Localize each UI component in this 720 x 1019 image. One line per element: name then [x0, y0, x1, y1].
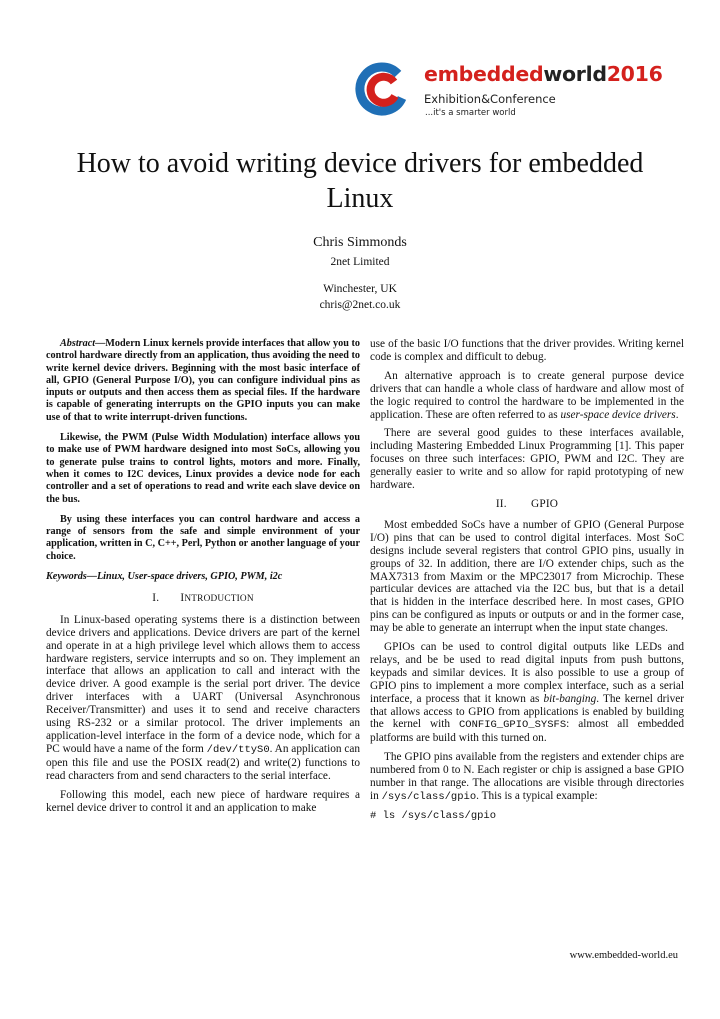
gpio-paragraph-1: Most embedded SoCs have a number of GPIO (General Purpose I/O) pins that can be used to control digital interfaces. Most SoC designs include several registers that control GPIO pins, usually in groups of 32. In addition, there are I/O extender chips, such as the MAX7313 from Maxim or the MPC23017 from Microchip. These particular devices are attached via the I2C bus, but that is a detail that is hidden in the interface described here. In most cases, GPIO pins can be configured as inputs or outputs or and in the former case, may be able to generate an interrupt when the input state changes.	[370, 518, 684, 635]
body-paragraph-continued: use of the basic I/O functions that the driver provides. Writing kernel code is complex and difficult to debug.	[370, 338, 684, 363]
intro-paragraph-1: In Linux-based operating systems there is a distinction between device drivers and applications. Device drivers are part of the kernel and operate in at a high privilege level which allows them to access hardware registers, service interrupts and so on. They implement an interface that allows an application to call and interact with the device driver. A good example is the serial port driver. The device driver interfaces with a UART (Universal Asynchronous Receiver/Transmitter) and uses it to send and receive characters using RS-232 or a similar protocol. The driver implements an application-level interface in the form of a device node, which for a PC would have a name of the form /dev/ttyS0. An application can open this file and use the POSIX read(2) and write(2) functions to read characters from and send characters to the serial interface.	[46, 613, 361, 782]
section-heading-gpio: II. GPIO	[495, 497, 559, 510]
embedded-world-logo-icon	[354, 62, 410, 118]
logo-wordmark: embeddedworld2016	[424, 62, 663, 86]
gpio-paragraph-3: The GPIO pins available from the registers and extender chips are numbered from 0 to N. Each register or chip is assigned a base GPIO number in that range. The allocations are visible through directories in /sys/class/gpio. This is a typical example:	[370, 751, 684, 803]
code-example: # ls /sys/class/gpio	[370, 809, 497, 822]
section-heading-introduction: I. INTRODUCTION	[152, 591, 254, 604]
abstract-paragraph-2: Likewise, the PWM (Pulse Width Modulation) interface allows you to make use of PWM hardware designed into most SoCs, allowing you to generate pulse trains to control lights, motors and more. Finally, when it comes to I2C devices, Linux provides a device node for each controller and a set of operations to read and write each slave device on the bus.	[46, 432, 360, 505]
author-email: chris@2net.co.uk	[319, 299, 401, 311]
author-organization: 2net Limited	[330, 256, 390, 268]
left-column	[46, 338, 360, 820]
inline-code-devttys0: /dev/ttyS0	[206, 743, 270, 756]
inline-code-sysfs-path: /sys/class/gpio	[381, 791, 477, 803]
logo-subtitle: Exhibition&Conference	[424, 92, 556, 106]
body-paragraph-guides: There are several good guides to these interfaces available, including Mastering Embedded Linux Programming [1]. This paper focuses on three such interfaces: GPIO, PWM and I2C. They are generally easier to write and so allow for rapid prototyping of new hardware.	[370, 427, 684, 492]
body-paragraph-user-space: An alternative approach is to create general purpose device drivers that can handle a whole class of hardware and allow most of the logic required to control the hardware to be implemented in the application. These are often referred to as user-space device drivers.	[370, 369, 684, 421]
embedded-world-logo	[354, 56, 684, 126]
gpio-paragraph-2: GPIOs can be used to control digital outputs like LEDs and relays, and be be used to read digital inputs from push buttons, keypads and similar devices. It is also possible to use a group of GPIO pins to implement a more complex interface, such as a serial interface, a process that it known as bit-banging. The kernel driver that allows access to GPIO from applications is enabled by building the kernel with CONFIG_GPIO_SYSFS: almost all embedded platforms are build with this turned on.	[370, 641, 685, 745]
abstract-paragraph-3: By using these interfaces you can control hardware and access a range of sensors from the safe and simple environment of your application, written in C, C++, Perl, Python or another language of your choice.	[46, 513, 360, 562]
abstract-label: Abstract	[60, 338, 96, 349]
intro-paragraph-2: Following this model, each new piece of hardware requires a kernel device driver to control it and an application to make	[46, 788, 360, 814]
author-name: Chris Simmonds	[313, 235, 407, 250]
inline-code-config: CONFIG_GPIO_SYSFS	[459, 719, 567, 732]
paper-title: How to avoid writing device drivers for embedded Linux	[76, 148, 644, 214]
logo-tagline: ...it's a smarter world	[425, 108, 516, 118]
right-column	[370, 338, 684, 823]
abstract-paragraph-1: Abstract—Modern Linux kernels provide interfaces that allow you to control hardware directly from an application, thus avoiding the need to write kernel device drivers. Beginning with the most basic interface of all, GPIO (General Purpose I/O), you can configure individual pins as inputs or outputs and then access them as special files. If the hardware is capable of generating interrupts on the GPIO inputs you can make use of that to write interrupt-driven functions.	[46, 338, 360, 423]
author-location: Winchester, UK	[323, 283, 397, 295]
keywords: Keywords—Linux, User-space drivers, GPIO, PWM, i2c	[46, 571, 283, 583]
footer-url[interactable]: www.embedded-world.eu	[569, 950, 678, 961]
